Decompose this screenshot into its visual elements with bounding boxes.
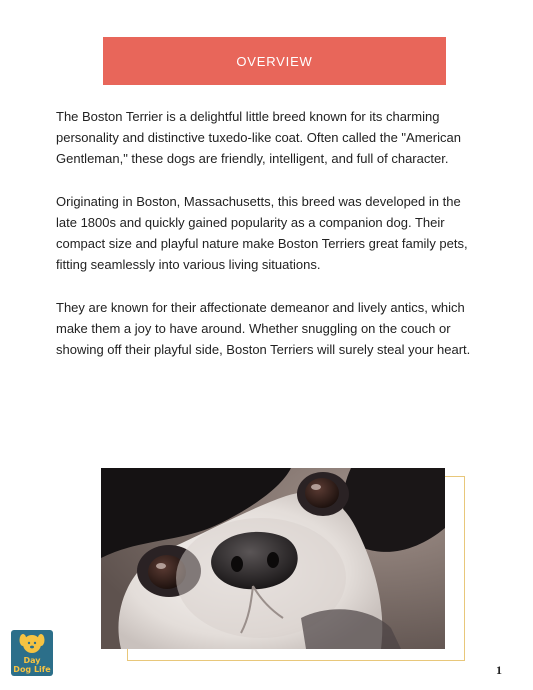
page-number: 1 bbox=[496, 663, 502, 677]
banner-title: OVERVIEW bbox=[236, 53, 313, 69]
dog-face-illustration bbox=[101, 468, 445, 649]
paragraph-temperament: They are known for their affectionate demeanor and lively antics, which make them a joy to have around. Whether snuggling on the couch or showing off their playful side, Boston Terriers will surely steal your heart. bbox=[56, 300, 471, 357]
overview-body bbox=[56, 106, 484, 382]
paragraph-intro: The Boston Terrier is a delightful little breed known for its charming personality and distinctive tuxedo-like coat. Often called the "American Gentleman," these dogs are friendly, intelligent, and full of character. bbox=[56, 109, 461, 166]
logo-line-2: Dog Life bbox=[13, 665, 51, 674]
boston-terrier-photo bbox=[101, 468, 445, 649]
dog-photo-block bbox=[101, 468, 467, 663]
paragraph-origin: Originating in Boston, Massachusetts, this breed was developed in the late 1800s and quickly gained popularity as a companion dog. Their compact size and playful nature make Boston Terriers great family pets, fitting seamlessly into various living situations. bbox=[56, 194, 468, 272]
day-dog-life-logo bbox=[11, 630, 53, 676]
logo-line-1: Day bbox=[23, 656, 41, 665]
overview-banner bbox=[103, 37, 446, 85]
